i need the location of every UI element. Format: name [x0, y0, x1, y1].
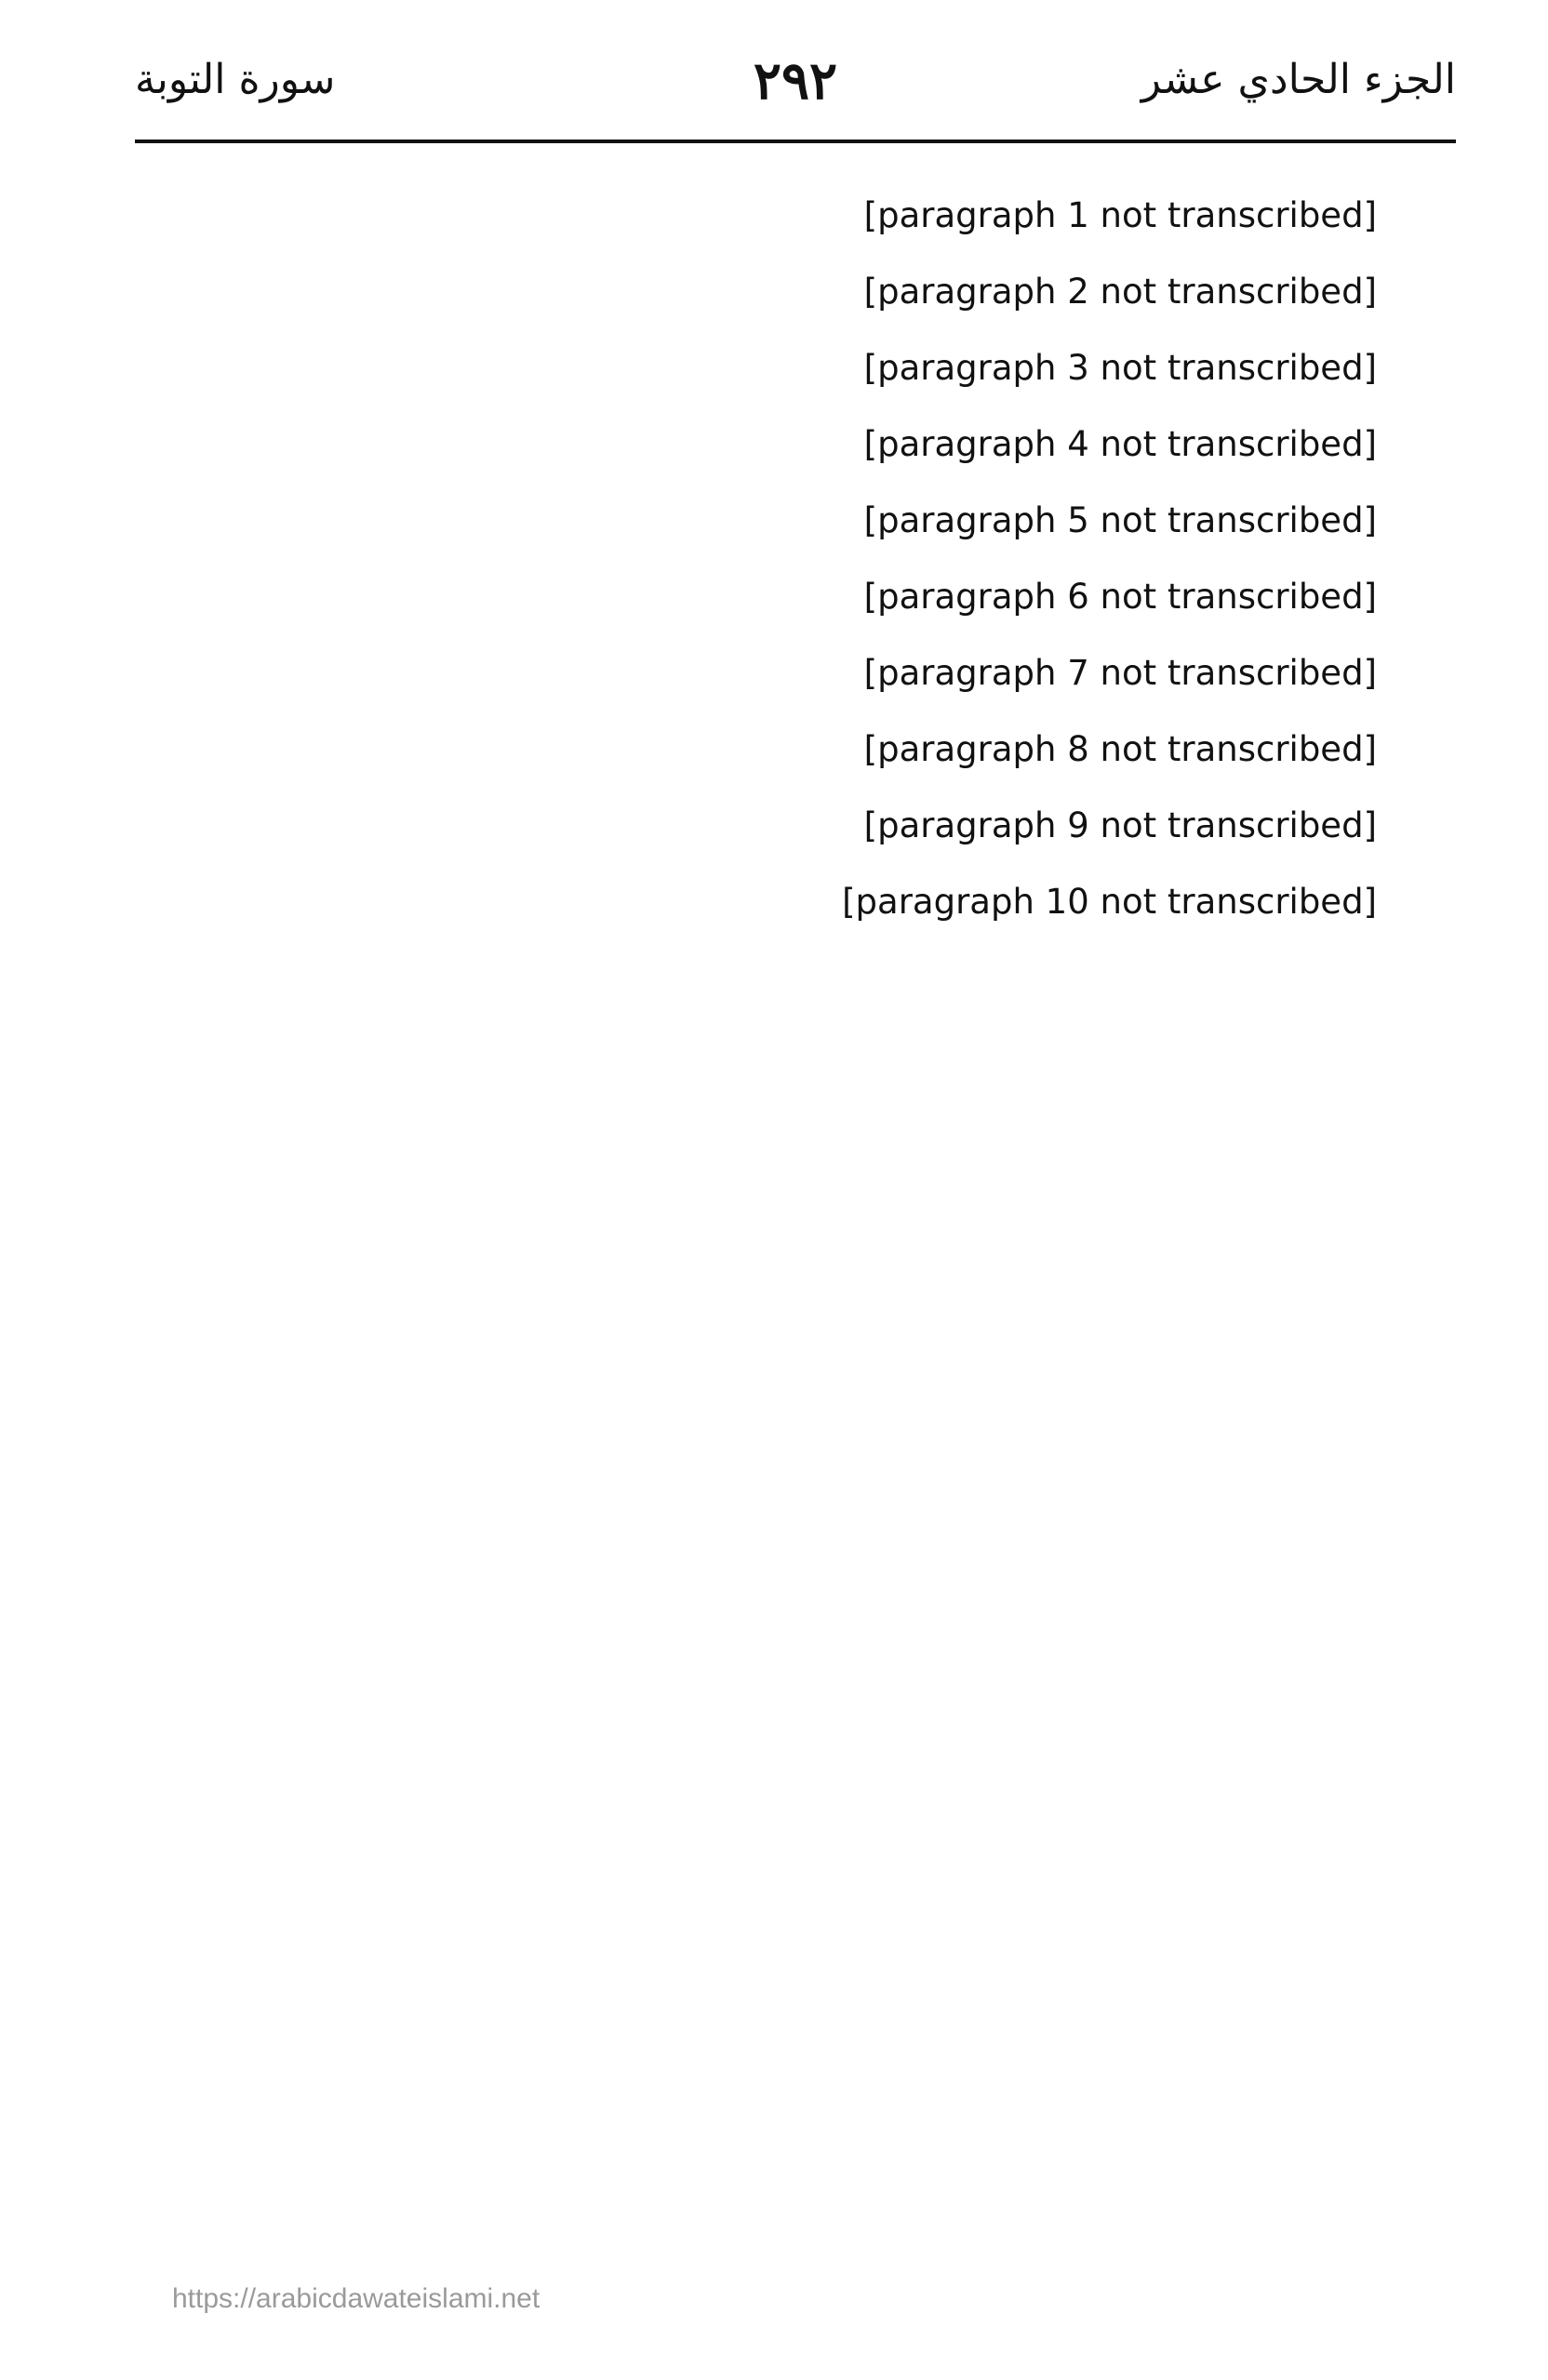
- surah-title: سورة التوبة: [135, 56, 336, 103]
- paragraph: [paragraph 4 not transcribed]: [863, 424, 1377, 464]
- page-body: [149, 181, 1451, 944]
- paragraph: [paragraph 1 not transcribed]: [863, 195, 1377, 235]
- paragraph: [paragraph 7 not transcribed]: [863, 653, 1377, 693]
- paragraph: [paragraph 3 not transcribed]: [863, 348, 1377, 388]
- page-number: ٢٩٢: [753, 50, 838, 112]
- source-watermark: https://arabicdawateislami.net: [172, 2283, 540, 2314]
- header-divider: [135, 140, 1456, 143]
- part-title: الجزء الحادي عشر: [1141, 56, 1456, 103]
- paragraph: [paragraph 2 not transcribed]: [863, 272, 1377, 312]
- paragraph: [paragraph 5 not transcribed]: [863, 500, 1377, 540]
- paragraph: [paragraph 6 not transcribed]: [863, 577, 1377, 617]
- page-header: [135, 37, 1456, 140]
- paragraph: [paragraph 9 not transcribed]: [863, 805, 1377, 845]
- paragraph: [paragraph 10 not transcribed]: [842, 882, 1377, 922]
- paragraph: [paragraph 8 not transcribed]: [863, 729, 1377, 769]
